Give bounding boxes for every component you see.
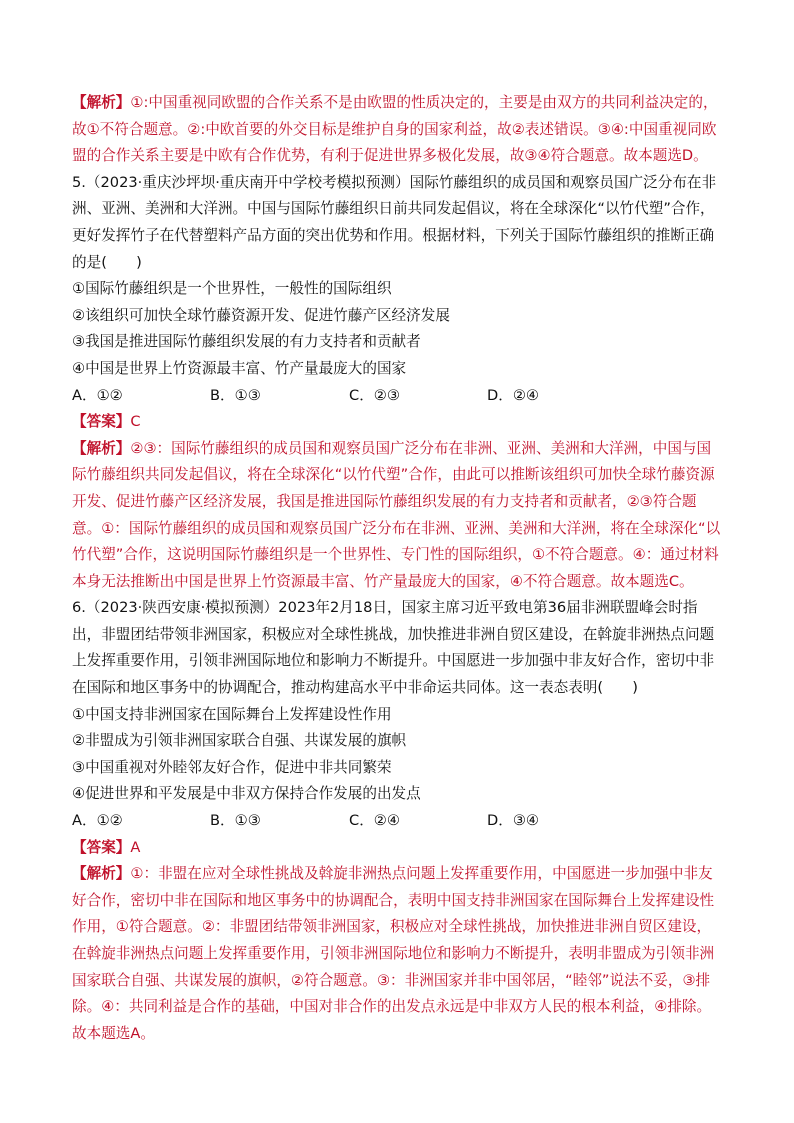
q6-option-a: A．①② bbox=[72, 812, 123, 830]
q6-statement-2: ②非盟成为引领非洲国家联合自强、共谋发展的旗帜 bbox=[72, 732, 407, 750]
q6-options bbox=[72, 808, 724, 835]
answer-tag: 【答案】 bbox=[72, 413, 131, 431]
q5-analysis bbox=[72, 436, 724, 596]
q5-statement-2: ②该组织可加快全球竹藤资源开发、促进竹藤产区经济发展 bbox=[72, 306, 450, 324]
q6-statement-1: ①中国支持非洲国家在国际舞台上发挥建设性作用 bbox=[72, 705, 392, 723]
q6-analysis bbox=[72, 861, 724, 1047]
analysis-tag: 【解析】 bbox=[72, 94, 131, 111]
q6-statement-3: ③中国重视对外睦邻友好合作，促进中非共同繁荣 bbox=[72, 758, 392, 776]
answer-value: A bbox=[130, 838, 141, 856]
analysis-tag: 【解析】 bbox=[72, 865, 131, 883]
question-5-stem: 5.（2023·重庆沙坪坝·重庆南开中学校考模拟预测）国际竹藤组织的成员国和观察员国广泛分布在非洲、亚洲、美洲和大洋洲。中国与国际竹藤组织日前共同发起倡议，将在全球深化“以竹代塑”合作，更好发挥竹子在代替塑料产品方面的突出优势和作用。根据材料，下列关于国际竹藤组织的推断正确的是( ) bbox=[72, 173, 717, 271]
q5-answer bbox=[72, 409, 724, 436]
q6-option-b: B．①③ bbox=[210, 812, 261, 830]
answer-value: C bbox=[130, 413, 141, 431]
q5-statement-4: ④中国是世界上竹资源最丰富、竹产量最庞大的国家 bbox=[72, 359, 407, 377]
q6-option-d: D．③④ bbox=[487, 812, 539, 830]
analysis-text: ①:中国重视同欧盟的合作关系不是由欧盟的性质决定的，主要是由双方的共同利益决定的，故①不符合题意。②:中欧首要的外交目标是维护自身的国家利益，故②表述错误。③④:中国重视同欧盟的合作关系主要是中欧有合作优势，有利于促进世界多极化发展，故③④符合题意。故本题选D。 bbox=[72, 94, 718, 165]
analysis-text: ①：非盟在应对全球性挑战及斡旋非洲热点问题上发挥重要作用，中国愿进一步加强中非友好合作，密切中非在国际和地区事务中的协调配合，表明中国支持非洲国家在国际舞台上发挥建设性作用，①符合题意。②：非盟团结带领非洲国家，积极应对全球性挑战，加快推进非洲自贸区建设，在斡旋非洲热点问题上发挥重要作用，引领非洲国际地位和影响力不断提升，表明非盟成为引领非洲国家联合自强、共谋发展的旗帜，②符合题意。③：非洲国家并非中国邻居，“睦邻”说法不妥，③排除。④：共同利益是合作的基础，中国对非合作的出发点永远是中非双方人民的根本利益，④排除。故本题选A。 bbox=[72, 865, 715, 1042]
q5-options bbox=[72, 383, 724, 410]
q5-statement-1: ①国际竹藤组织是一个世界性，一般性的国际组织 bbox=[72, 280, 392, 298]
q6-answer bbox=[72, 835, 724, 862]
question-6-stem: 6.（2023·陕西安康·模拟预测）2023年2月18日，国家主席习近平致电第36届非洲联盟峰会时指出，非盟团结带领非洲国家，积极应对全球性挑战，加快推进非洲自贸区建设，在斡旋非洲热点问题上发挥重要作用，引领非洲国际地位和影响力不断提升。中国愿进一步加强中非友好合作，密切中非在国际和地区事务中的协调配合，推动构建高水平中非命运共同体。这一表态表明( ) bbox=[72, 599, 715, 697]
analysis-paragraph-q4 bbox=[72, 90, 724, 170]
answer-tag: 【答案】 bbox=[72, 838, 131, 856]
q6-statement-4: ④促进世界和平发展是中非双方保持合作发展的出发点 bbox=[72, 785, 421, 803]
q5-statement-3: ③我国是推进国际竹藤组织发展的有力支持者和贡献者 bbox=[72, 333, 421, 351]
analysis-text: ②③：国际竹藤组织的成员国和观察员国广泛分布在非洲、亚洲、美洲和大洋洲，中国与国际竹藤组织共同发起倡议，将在全球深化“以竹代塑”合作，由此可以推断该组织可加快全球竹藤资源开发、促进竹藤产区经济发展，我国是推进国际竹藤组织发展的有力支持者和贡献者，②③符合题意。①：国际竹藤组织的成员国和观察员国广泛分布在非洲、亚洲、美洲和大洋洲，将在全球深化“以竹代塑”合作，这说明国际竹藤组织是一个世界性、专门性的国际组织，①不符合题意。④：通过材料本身无法推断出中国是世界上竹资源最丰富、竹产量最庞大的国家，④不符合题意。故本题选C。 bbox=[72, 439, 721, 590]
document-content bbox=[72, 90, 724, 1047]
q5-option-b: B．①③ bbox=[210, 386, 261, 404]
q6-option-c: C．②④ bbox=[349, 812, 400, 830]
q5-option-a: A．①② bbox=[72, 386, 123, 404]
q5-option-c: C．②③ bbox=[349, 386, 400, 404]
q5-option-d: D．②④ bbox=[487, 386, 539, 404]
analysis-tag: 【解析】 bbox=[72, 439, 131, 457]
